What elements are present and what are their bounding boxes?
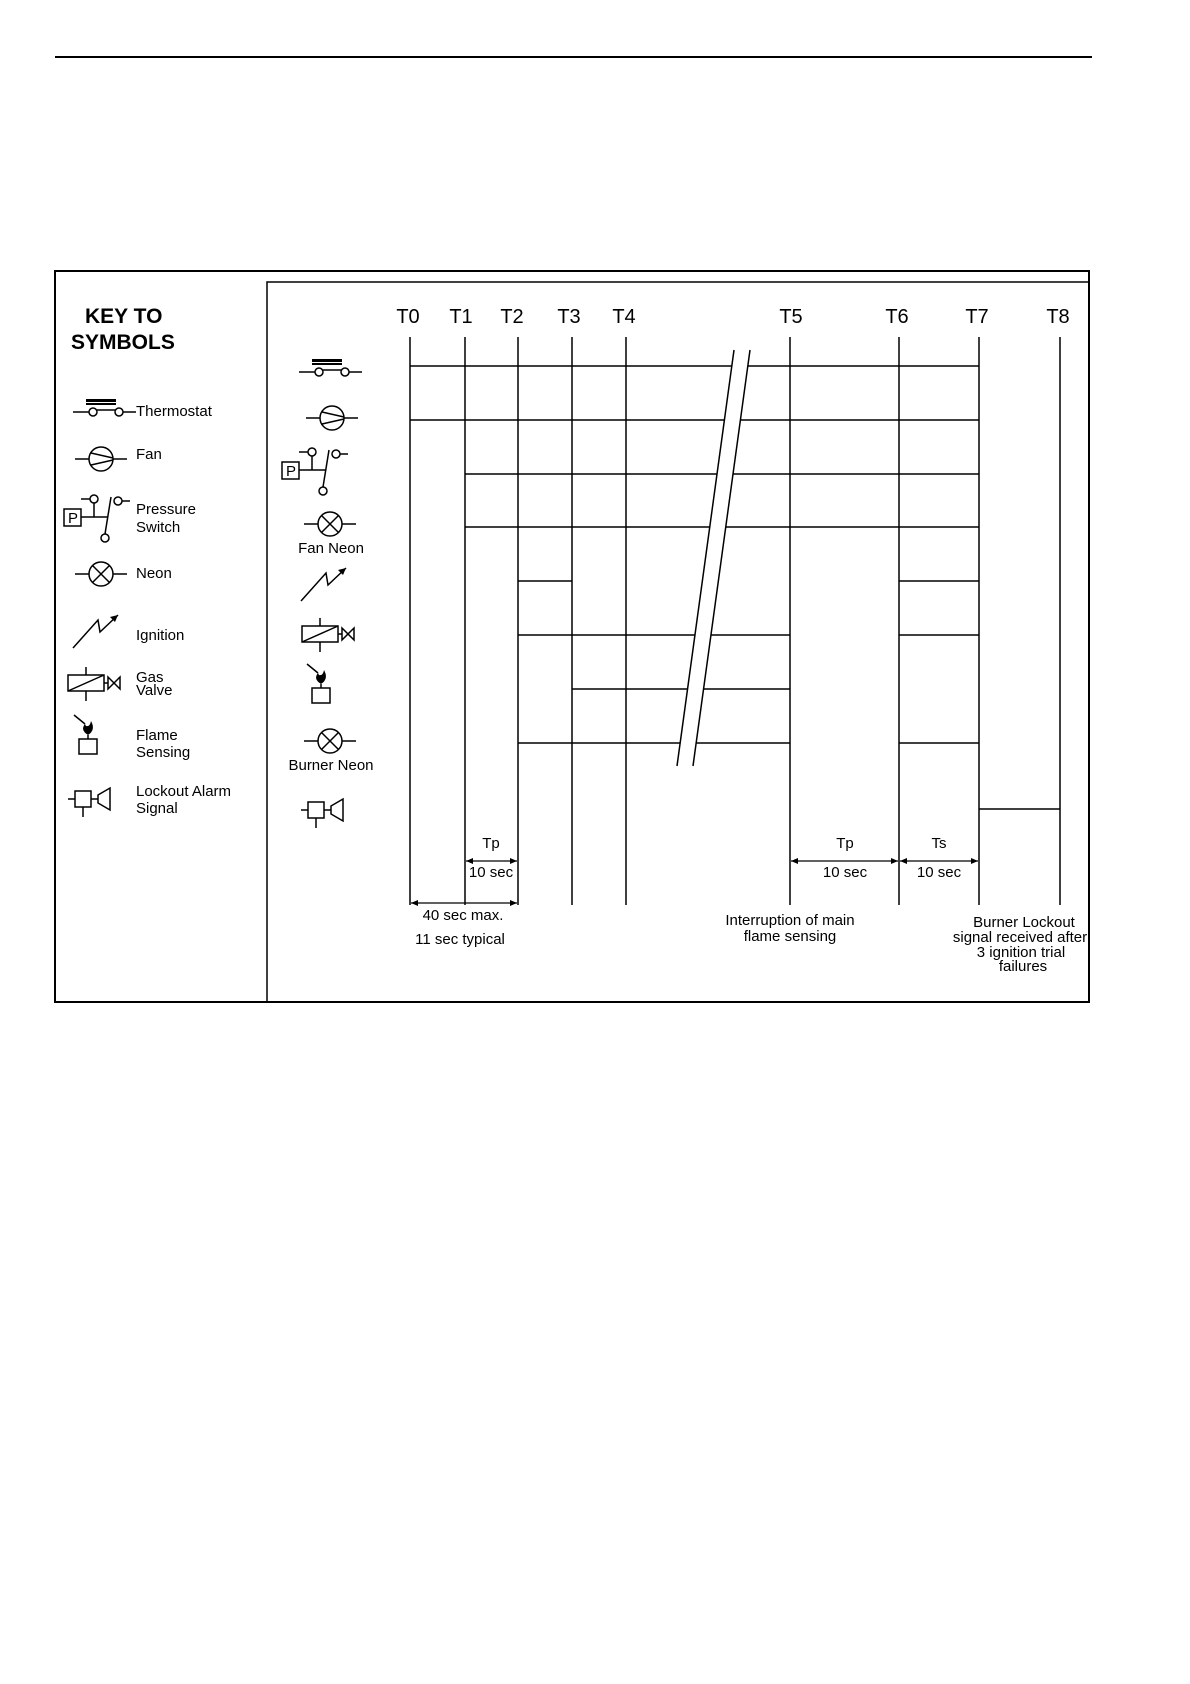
fan-icon xyxy=(75,447,127,471)
key-to-symbols xyxy=(64,305,231,817)
interval-tp1-value: 10 sec xyxy=(468,864,514,881)
time-label-t3: T3 xyxy=(557,306,581,328)
key-label-thermostat: Thermostat xyxy=(136,403,212,420)
key-label-neon: Neon xyxy=(136,565,172,582)
note-lockout-line2: signal received after xyxy=(952,929,1088,946)
row-label-fan-neon: Fan Neon xyxy=(298,540,364,557)
row-fan-neon-icon xyxy=(304,512,356,536)
row-thermostat-icon xyxy=(299,359,362,376)
interval-tp2-name: Tp xyxy=(836,835,854,852)
interval-ts-value: 10 sec xyxy=(916,864,962,881)
time-break-line xyxy=(677,350,734,766)
flame-sensing-icon xyxy=(74,715,97,754)
interval-tp2-value: 10 sec xyxy=(822,864,868,881)
key-label-ignition: Ignition xyxy=(136,627,185,644)
key-label-flame-line1: Flame xyxy=(136,727,178,744)
row-burner-neon-icon xyxy=(304,729,356,753)
time-label-t5: T5 xyxy=(779,306,803,328)
key-label-lockout-line2: Signal xyxy=(136,800,178,817)
row-pressure-switch-icon xyxy=(282,448,348,495)
time-break-line xyxy=(693,350,750,766)
note-lockout-line4: failures xyxy=(998,958,1048,975)
key-title-line1: KEY TO xyxy=(85,305,163,328)
note-typical-time: 11 sec typical xyxy=(415,931,505,948)
gas-valve-icon xyxy=(68,667,120,701)
key-label-gasvalve-line2: Valve xyxy=(136,682,173,699)
row-label-burner-neon: Burner Neon xyxy=(288,757,374,774)
lockout-alarm-icon xyxy=(68,788,110,817)
key-label-gasvalve-line1: Gas xyxy=(136,669,164,686)
note-interruption-line2: flame sensing xyxy=(743,928,837,945)
row-fan-icon xyxy=(306,406,358,430)
neon-icon xyxy=(75,562,127,586)
note-max-time: 40 sec max. xyxy=(422,907,504,924)
ignition-icon xyxy=(73,615,118,648)
thermostat-icon xyxy=(73,399,136,416)
time-label-t1: T1 xyxy=(449,306,473,328)
time-label-t6: T6 xyxy=(885,306,909,328)
time-label-t2: T2 xyxy=(500,306,524,328)
timing-panel-frame xyxy=(267,282,1089,1002)
key-label-flame-line2: Sensing xyxy=(136,744,191,761)
time-label-t4: T4 xyxy=(612,306,636,328)
pressure-switch-icon xyxy=(64,495,130,542)
row-flame-sensing-icon xyxy=(307,664,330,703)
timing-chart xyxy=(282,306,1087,975)
key-title-line2: SYMBOLS xyxy=(71,331,175,354)
time-break-gap xyxy=(677,350,750,766)
row-lockout-alarm-icon xyxy=(301,799,343,828)
time-label-t7: T7 xyxy=(965,306,989,328)
key-label-fan: Fan xyxy=(136,446,162,463)
key-label-pressure-line2: Switch xyxy=(136,519,181,536)
note-lockout-line3: 3 ignition trial xyxy=(976,944,1066,961)
row-ignition-icon xyxy=(301,568,346,601)
row-gas-valve-icon xyxy=(302,618,354,652)
note-lockout-line1: Burner Lockout xyxy=(973,914,1075,931)
interval-tp1-name: Tp xyxy=(482,835,500,852)
key-label-lockout-line1: Lockout Alarm xyxy=(136,783,232,800)
interval-ts-name: Ts xyxy=(931,835,947,852)
key-label-pressure-line1: Pressure xyxy=(136,501,197,518)
time-label-t8: T8 xyxy=(1046,306,1070,328)
time-label-t0: T0 xyxy=(396,306,420,328)
note-interruption-line1: Interruption of main xyxy=(725,912,855,929)
